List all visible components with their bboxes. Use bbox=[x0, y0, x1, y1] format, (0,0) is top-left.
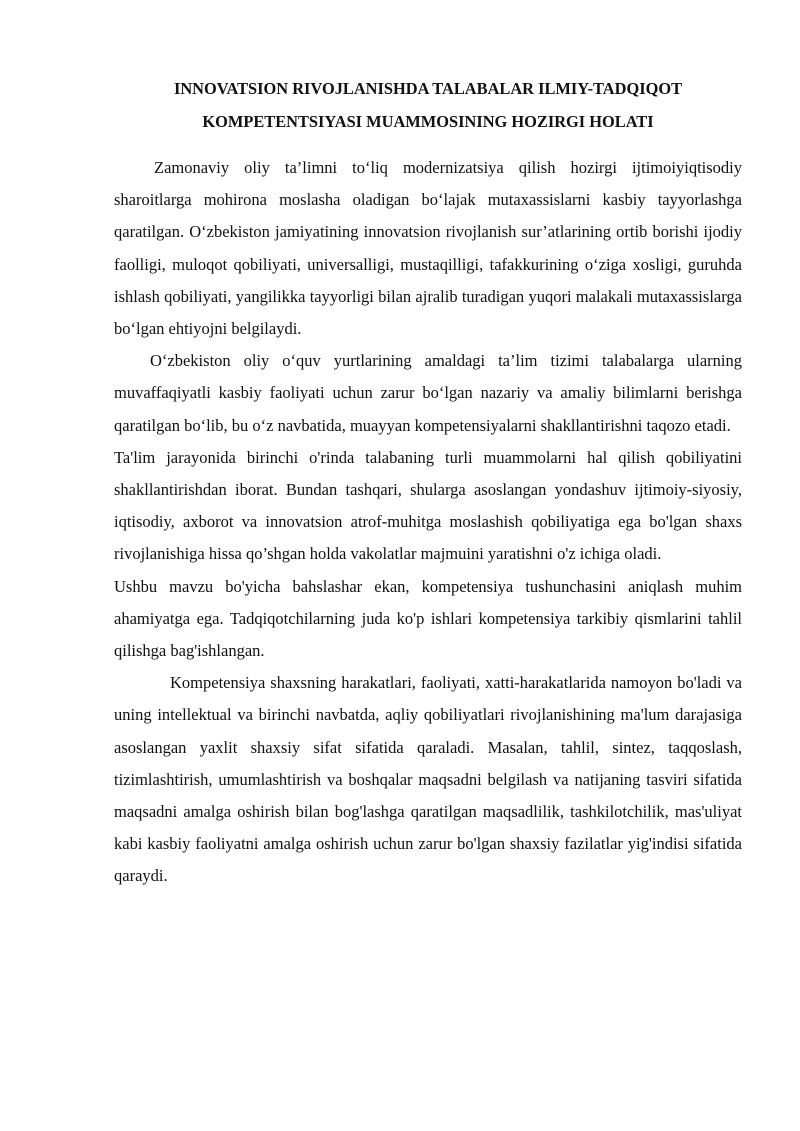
paragraph-3: Ta'lim jarayonida birinchi o'rinda talabaning turli muammolarni hal qilish qobiliyatini shakllantirishdan iborat. Bundan tashqari, shularga asoslangan yondashuv ijtimoiy-siyosiy, iqtisodiy, axborot va innovatsion atrof-muhitga moslashish qobiliyatiga ega bo'lgan shaxs rivojlanishiga hissa qo’shgan holda vakolatlar majmuini yaratishni o'z ichiga oladi. bbox=[114, 447, 742, 564]
title-line-2: KOMPETENTSIYASI MUAMMOSINING HOZIRGI HOLATI bbox=[202, 112, 654, 131]
paragraph-1: Zamonaviy oliy ta’limni to‘liq modernizatsiya qilish hozirgi ijtimoiyiqtisodiy sharoitlarga mohirona moslasha oladigan bo‘lajak mutaxassislarni kasbiy tayyorlashga qaratilgan. O‘zbekiston jamiyatining innovatsion rivojlanish sur’atlarining ortib borishi ijodiy faolligi, muloqot qobiliyati, universalligi, mustaqilligi, tafakkurining o‘ziga xosligi, guruhda ishlash qobiliyati, yangilikka tayyorligi bilan ajralib turadigan yuqori malakali mutaxassislarga bo‘lgan ehtiyojni belgilaydi. bbox=[114, 158, 742, 339]
title-line-1: INNOVATSION RIVOJLANISHDA TALABALAR ILMIY-TADQIQOT bbox=[173, 79, 683, 98]
paragraph-5: Kompetensiya shaxsning harakatlari, faoliyati, xatti-harakatlarida namoyon bo'ladi va uning intellektual va birinchi navbatda, aqliy qobiliyatlari rivojlanishining ma'lum darajasiga asoslangan yaxlit shaxsiy sifat sifatida qaraladi. Masalan, tahlil, sintez, taqqoslash, tizimlashtirish, umumlashtirish va boshqalar maqsadni belgilash va natijaning tasviri sifatida maqsadni amalga oshirish bilan bog'lashga qaratilgan maqsadlilik, tashkilotchilik, mas'uliyat kabi kasbiy faoliyatni amalga oshirish uchun zarur bo'lgan shaxsiy fazilatlar yig'indisi sifatida qaraydi. bbox=[114, 673, 742, 886]
document-title bbox=[114, 72, 742, 138]
paragraph-2: O‘zbekiston oliy o‘quv yurtlarining amaldagi ta’lim tizimi talabalarga ularning muvaffaqiyatli kasbiy faoliyati uchun zarur bo‘lgan nazariy va amaliy bilimlarni berishga qaratilgan bo‘lib, bu o‘z navbatida, muayyan kompetensiyalarni shakllantirishni taqozo etadi. bbox=[114, 351, 742, 435]
paragraph-4: Ushbu mavzu bo'yicha bahslashar ekan, kompetensiya tushunchasini aniqlash muhim ahamiyatga ega. Tadqiqotchilarning juda ko'p ishlari kompetensiya tarkibiy qismlarini tahlil qilishga bag'ishlangan. bbox=[114, 576, 742, 661]
